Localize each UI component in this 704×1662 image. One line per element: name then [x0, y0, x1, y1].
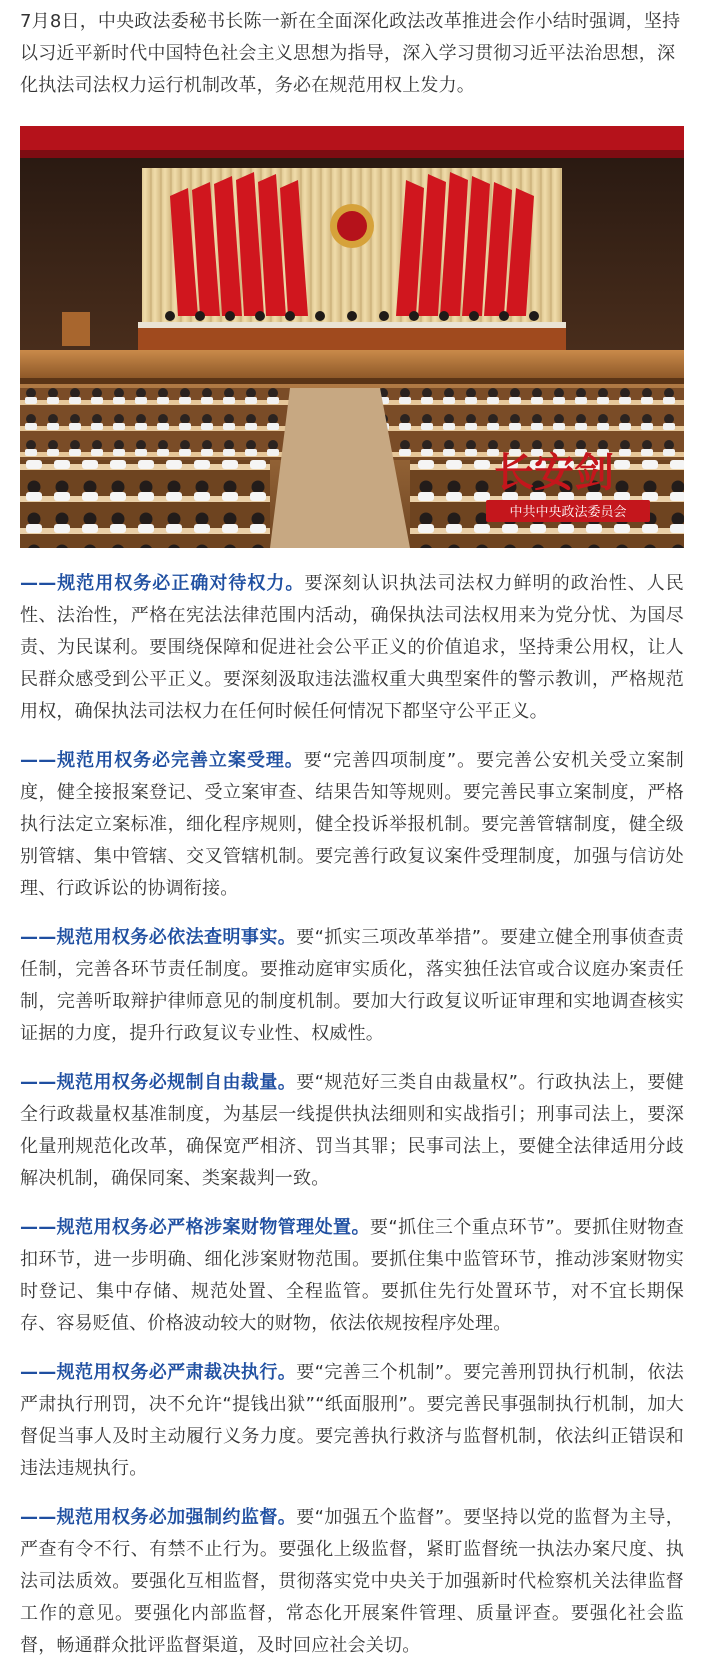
section-4-body: 要“规范好三类自由裁量权”。行政执法上，要健全行政裁量权基准制度，为基层一线提供执法细则和实战指引；刑事司法上，要深化量刑规范化改革，确保宽严相济、罚当其罪；民事司法上，要健全法律适用分歧解决机制，确保同案、类案裁判一致。 — [20, 1072, 684, 1189]
section-7-body: 要“加强五个监督”。要坚持以党的监督为主导，严查有令不行、有禁不止行为。要强化上级监督，紧盯监督统一执法办案尺度、执法司法质效。要强化互相监督，贯彻落实党中央关于加强新时代检察机关法律监督工作的意见。要强化内部监督，常态化开展案件管理、质量评查。要强化社会监督，畅通群众批评监督渠道，及时回应社会关切。 — [20, 1507, 684, 1656]
section-3-lead: ——规范用权务必依法查明事实。 — [20, 927, 297, 948]
section-1 — [20, 568, 684, 728]
section-5-body: 要“抓住三个重点环节”。要抓住财物查扣环节，进一步明确、细化涉案财物范围。要抓住集中监管环节，推动涉案财物实时登记、集中存储、规范处置、全程监管。要抓住先行处置环节，对不宜长期保存、容易贬值、价格波动较大的财物，依法依规按程序处理。 — [20, 1217, 684, 1334]
section-2 — [20, 745, 684, 905]
section-3-body: 要“抓实三项改革举措”。要建立健全刑事侦查责任制，完善各环节责任制度。要推动庭审实质化，落实独任法官或合议庭办案责任制，完善听取辩护律师意见的制度机制。要加大行政复议听证审理和实地调查核实证据的力度，提升行政复议专业性、权威性。 — [20, 927, 684, 1044]
conference-photo — [20, 126, 684, 548]
section-6-lead: ——规范用权务必严肃裁决执行。 — [20, 1362, 297, 1383]
section-5-lead: ——规范用权务必严格涉案财物管理处置。 — [20, 1217, 370, 1238]
section-4-lead: ——规范用权务必规制自由裁量。 — [20, 1072, 297, 1093]
section-4 — [20, 1067, 684, 1195]
section-6 — [20, 1357, 684, 1485]
section-1-lead: ——规范用权务必正确对待权力。 — [20, 573, 305, 594]
section-1-body: 要深刻认识执法司法权力鲜明的政治性、人民性、法治性，严格在宪法法律范围内活动，确保执法司法权用来为党分忧、为国尽责、为民谋利。要围绕保障和促进社会公平正义的价值追求，坚持秉公用权，让人民群众感受到公平正义。要深刻汲取违法滥权重大典型案件的警示教训，严格规范用权，确保执法司法权力在任何时候任何情况下都坚守公平正义。 — [20, 573, 684, 722]
section-7-lead: ——规范用权务必加强制约监督。 — [20, 1507, 297, 1528]
section-7 — [20, 1502, 684, 1662]
section-2-body: 要“完善四项制度”。要完善公安机关受立案制度，健全接报案登记、受立案审查、结果告知等规则。要完善民事立案制度，严格执行法定立案标准，细化程序规则，健全投诉举报机制。要完善管辖制度，健全级别管辖、集中管辖、交叉管辖机制。要完善行政复议案件受理制度，加强与信访处理、行政诉讼的协调衔接。 — [20, 750, 684, 899]
section-3 — [20, 922, 684, 1050]
watermark-title: 长安剑 — [494, 449, 614, 496]
watermark-subtitle: 中共中央政法委员会 — [509, 505, 627, 520]
section-6-body: 要“完善三个机制”。要完善刑罚执行机制，依法严肃执行刑罚，决不允许“提钱出狱”“纸面服刑”。要完善民事强制执行机制，加大督促当事人及时主动履行义务力度。要完善执行救济与监督机制，依法纠正错误和违法违规执行。 — [20, 1362, 684, 1479]
section-5 — [20, 1212, 684, 1340]
intro-paragraph: 7月8日，中央政法委秘书长陈一新在全面深化政法改革推进会作小结时强调，坚持以习近平新时代中国特色社会主义思想为指导，深入学习贯彻习近平法治思想，深化执法司法权力运行机制改革，务必在规范用权上发力。 — [20, 11, 681, 96]
section-2-lead: ——规范用权务必完善立案受理。 — [20, 750, 304, 771]
